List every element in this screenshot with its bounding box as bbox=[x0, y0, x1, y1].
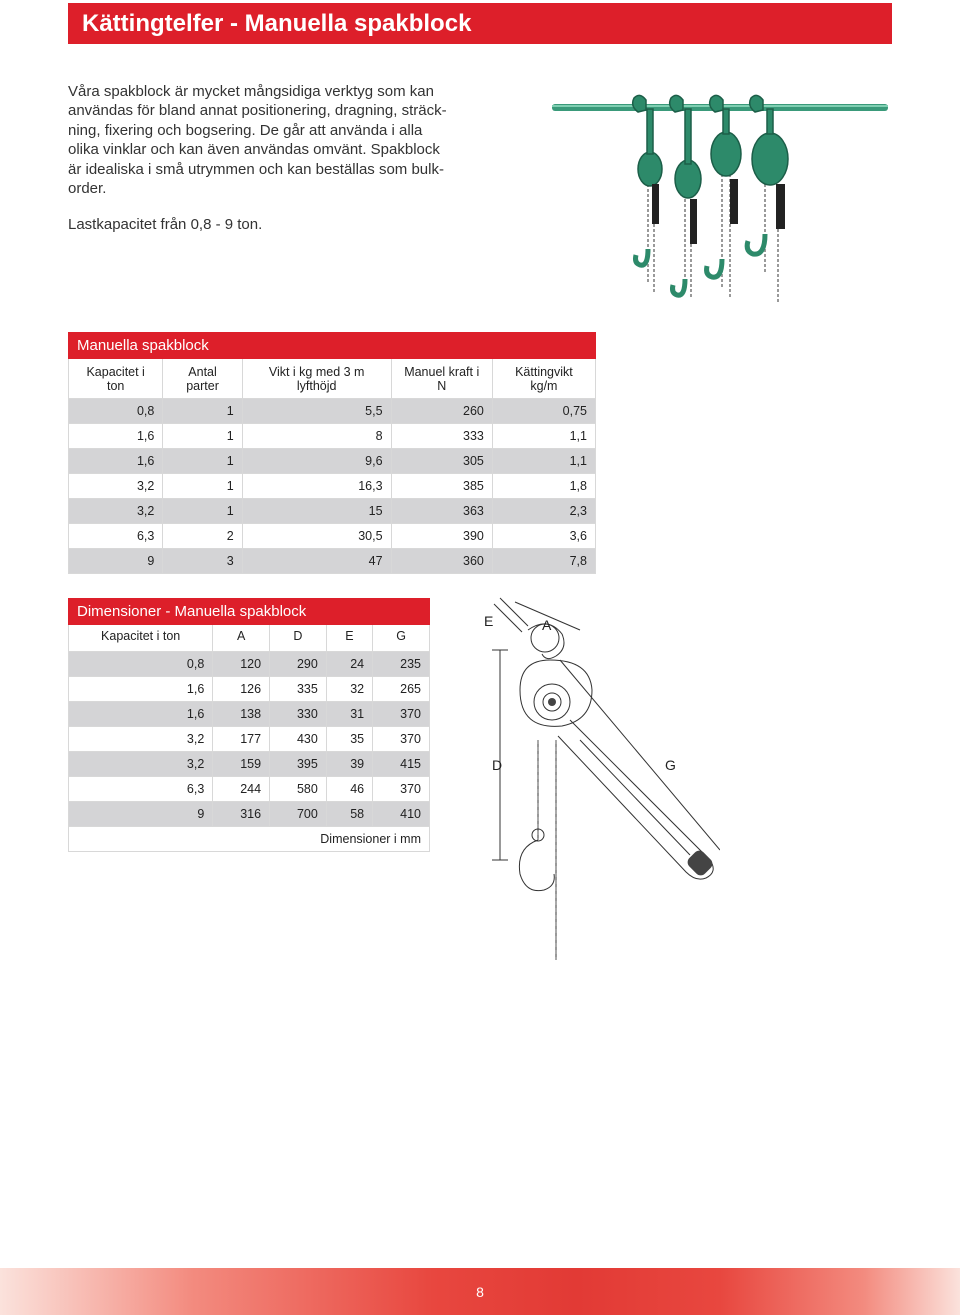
table-cell: 126 bbox=[213, 677, 270, 702]
table-cell: 1,6 bbox=[69, 449, 163, 474]
column-header: Manuel kraft i N bbox=[391, 359, 492, 399]
table-cell: 0,8 bbox=[69, 399, 163, 424]
dimension-label-a: A bbox=[542, 617, 552, 633]
page-title: Kättingtelfer - Manuella spakblock bbox=[68, 3, 892, 44]
table-cell: 415 bbox=[373, 752, 430, 777]
dimension-label-g: G bbox=[665, 757, 676, 773]
table-cell: 3,6 bbox=[492, 524, 595, 549]
table-caption: Dimensioner - Manuella spakblock bbox=[69, 599, 430, 625]
table-cell: 120 bbox=[213, 652, 270, 677]
intro-text bbox=[68, 82, 488, 235]
table-cell: 47 bbox=[242, 549, 391, 574]
table-cell: 9 bbox=[69, 549, 163, 574]
table-cell: 35 bbox=[326, 727, 372, 752]
capacity-text: Lastkapacitet från 0,8 - 9 ton. bbox=[68, 216, 263, 234]
intro-line: order. bbox=[68, 180, 107, 198]
table-cell: 330 bbox=[270, 702, 327, 727]
table-cell: 24 bbox=[326, 652, 372, 677]
intro-line: användas för bland annat positionering, dragning, sträck- bbox=[68, 102, 447, 120]
column-header: G bbox=[373, 625, 430, 652]
table-caption: Manuella spakblock bbox=[69, 333, 596, 359]
table-row bbox=[69, 449, 596, 474]
intro-line: olika vinklar och kan även användas omvänt. Spakblock bbox=[68, 141, 440, 159]
table-cell: 265 bbox=[373, 677, 430, 702]
table-cell: 430 bbox=[270, 727, 327, 752]
table-cell: 15 bbox=[242, 499, 391, 524]
intro-line: Våra spakblock är mycket mångsidiga verktyg som kan bbox=[68, 83, 434, 100]
column-header: A bbox=[213, 625, 270, 652]
table-cell: 316 bbox=[213, 802, 270, 827]
table-cell: 46 bbox=[326, 777, 372, 802]
table-cell: 3 bbox=[163, 549, 242, 574]
table-row bbox=[69, 677, 430, 702]
table-cell: 2 bbox=[163, 524, 242, 549]
table-cell: 395 bbox=[270, 752, 327, 777]
table-row bbox=[69, 727, 430, 752]
table-cell: 0,75 bbox=[492, 399, 595, 424]
table-cell: 159 bbox=[213, 752, 270, 777]
table-cell: 580 bbox=[270, 777, 327, 802]
table-cell: 58 bbox=[326, 802, 372, 827]
table-cell: 1,1 bbox=[492, 449, 595, 474]
table-row bbox=[69, 474, 596, 499]
table-row bbox=[69, 702, 430, 727]
table-cell: 333 bbox=[391, 424, 492, 449]
table-cell: 1 bbox=[163, 474, 242, 499]
column-header: Kapacitet i ton bbox=[69, 625, 213, 652]
table-cell: 390 bbox=[391, 524, 492, 549]
table-cell: 235 bbox=[373, 652, 430, 677]
table-cell: 370 bbox=[373, 777, 430, 802]
table-cell: 16,3 bbox=[242, 474, 391, 499]
table-cell: 1 bbox=[163, 499, 242, 524]
table-row bbox=[69, 652, 430, 677]
column-header: Antal parter bbox=[163, 359, 242, 399]
table-row bbox=[69, 524, 596, 549]
table-row bbox=[69, 499, 596, 524]
spakblock-table bbox=[68, 332, 596, 574]
table-cell: 305 bbox=[391, 449, 492, 474]
table-cell: 335 bbox=[270, 677, 327, 702]
table-cell: 1,6 bbox=[69, 424, 163, 449]
table-cell: 3,2 bbox=[69, 727, 213, 752]
table-cell: 3,2 bbox=[69, 752, 213, 777]
dimension-label-e: E bbox=[484, 613, 494, 629]
table-row bbox=[69, 549, 596, 574]
table-cell: 1 bbox=[163, 399, 242, 424]
table-cell: 39 bbox=[326, 752, 372, 777]
table-row bbox=[69, 399, 596, 424]
table-cell: 7,8 bbox=[492, 549, 595, 574]
table-cell: 1,6 bbox=[69, 702, 213, 727]
table-cell: 6,3 bbox=[69, 524, 163, 549]
table-cell: 1,1 bbox=[492, 424, 595, 449]
column-header: Vikt i kg med 3 m lyfthöjd bbox=[242, 359, 391, 399]
page-number: 8 bbox=[476, 1284, 484, 1300]
table-cell: 32 bbox=[326, 677, 372, 702]
table-header-row bbox=[69, 625, 430, 652]
table-cell: 8 bbox=[242, 424, 391, 449]
table-cell: 1 bbox=[163, 449, 242, 474]
table-cell: 3,2 bbox=[69, 474, 163, 499]
table-cell: 177 bbox=[213, 727, 270, 752]
column-header: E bbox=[326, 625, 372, 652]
column-header: D bbox=[270, 625, 327, 652]
dimension-label-d: D bbox=[492, 757, 503, 773]
table-note-row bbox=[69, 827, 430, 852]
table-cell: 244 bbox=[213, 777, 270, 802]
table-cell: 9,6 bbox=[242, 449, 391, 474]
table-cell: 363 bbox=[391, 499, 492, 524]
intro-line: ning, fixering och bogsering. De går att använda i alla bbox=[68, 121, 423, 139]
table-cell: 290 bbox=[270, 652, 327, 677]
table-cell: 410 bbox=[373, 802, 430, 827]
dimension-drawing bbox=[470, 590, 720, 970]
table-cell: 700 bbox=[270, 802, 327, 827]
table-cell: 260 bbox=[391, 399, 492, 424]
table-cell: 31 bbox=[326, 702, 372, 727]
table-cell: 360 bbox=[391, 549, 492, 574]
product-photo bbox=[550, 84, 890, 314]
table-cell: 138 bbox=[213, 702, 270, 727]
table-note: Dimensioner i mm bbox=[69, 827, 430, 852]
table-row bbox=[69, 777, 430, 802]
dimensions-table bbox=[68, 598, 430, 852]
table-row bbox=[69, 802, 430, 827]
table-cell: 2,3 bbox=[492, 499, 595, 524]
table-cell: 5,5 bbox=[242, 399, 391, 424]
table-header-row bbox=[69, 359, 596, 399]
table-cell: 370 bbox=[373, 702, 430, 727]
table-cell: 9 bbox=[69, 802, 213, 827]
table-cell: 1 bbox=[163, 424, 242, 449]
intro-line: är idealiska i små utrymmen och kan beställas som bulk- bbox=[68, 160, 444, 178]
table-cell: 370 bbox=[373, 727, 430, 752]
table-row bbox=[69, 752, 430, 777]
column-header: Kapacitet i ton bbox=[69, 359, 163, 399]
table-cell: 1,6 bbox=[69, 677, 213, 702]
table-cell: 385 bbox=[391, 474, 492, 499]
table-cell: 0,8 bbox=[69, 652, 213, 677]
table-row bbox=[69, 424, 596, 449]
table-cell: 30,5 bbox=[242, 524, 391, 549]
table-cell: 6,3 bbox=[69, 777, 213, 802]
table-cell: 1,8 bbox=[492, 474, 595, 499]
table-cell: 3,2 bbox=[69, 499, 163, 524]
column-header: Kättingvikt kg/m bbox=[492, 359, 595, 399]
